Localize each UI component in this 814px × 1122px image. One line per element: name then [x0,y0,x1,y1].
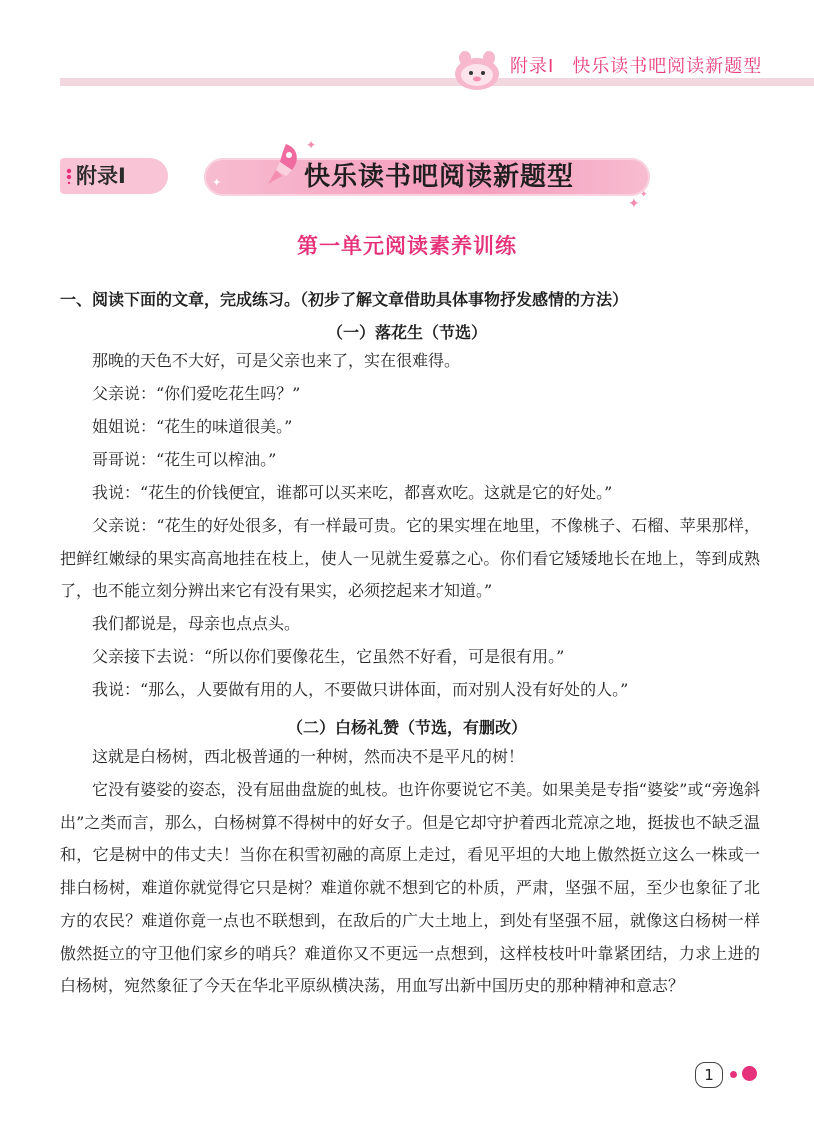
rocket-icon [258,140,304,192]
sparkle-icon: ✦ [212,176,222,189]
paragraph: 父亲说：“花生的好处很多，有一样最可贵。它的果实埋在地里，不像桃子、石榴、苹果那样，把鲜红嫩绿的果实高高地挂在枝上，使人一见就生爱慕之心。你们看它矮矮地长在地上，等到成熟了，也不能立刻分辨出来它有没有果实，必须挖起来才知道。” [60,516,760,601]
paragraph: 它没有婆娑的姿态，没有屈曲盘旋的虬枝。也许你要说它不美。如果美是专指“婆娑”或“旁逸斜出”之类而言，那么，白杨树算不得树中的好女子。但是它却守护着西北荒凉之地，挺拔也不缺乏温和，它是树中的伟丈夫！当你在积雪初融的高原上走过，看见平坦的大地上傲然挺立这么一株或一排白杨树，难道你就觉得它只是树？难道你就不想到它的朴质，严肃，坚强不屈，至少也象征了北方的农民？难道你竟一点也不联想到，在敌后的广大土地上，到处有坚强不屈，就像这白杨树一样傲然挺立的守卫他们家乡的哨兵？难道你又不更远一点想到，这样枝枝叶叶靠紧团结，力求上进的白杨树，宛然象征了今天在华北平原纵横决荡，用血写出新中国历史的那种精神和意志？ [60,780,760,996]
sparkle-icon: ✦ [628,196,640,212]
sparkle-icon: ✦ [640,190,648,200]
footer-dot-large [742,1066,757,1081]
paragraph: 这就是白杨树，西北极普通的一种树，然而决不是平凡的树！ [92,747,525,766]
paragraph: 哥哥说：“花生可以榨油。” [92,450,277,469]
paragraph: 那晚的天色不大好，可是父亲也来了，实在很难得。 [92,351,461,370]
paragraph: 父亲接下去说：“所以你们要像花生，它虽然不好看，可是很有用。” [92,647,565,666]
page-number: 1 [695,1062,723,1088]
sparkle-icon: ✦ [306,138,317,152]
header-bar [60,78,814,86]
running-header [510,52,762,78]
footer-dot-small [730,1071,737,1078]
header-appendix: 附录Ⅰ [510,56,555,77]
banner-title: 快乐读书吧阅读新题型 [304,162,575,192]
tag-dots-icon [64,168,74,184]
header-title: 快乐读书吧阅读新题型 [572,56,763,77]
paragraph: 父亲说：“你们爱吃花生吗？” [92,384,301,403]
paragraph: 我说：“花生的价钱便宜，谁都可以买来吃，都喜欢吃。这就是它的好处。” [92,483,613,502]
paragraph: 我们都说是，母亲也点点头。 [92,614,301,633]
appendix-tag-label: 附录Ⅰ [76,164,126,188]
paragraph: 姐姐说：“花生的味道很美。” [92,417,293,436]
paragraph: 我说：“那么，人要做有用的人，不要做只讲体面，而对别人没有好处的人。” [92,680,629,699]
pink-mascot-icon [450,48,504,92]
section-title: （一）落花生（节选） [326,323,487,342]
unit-title: 第一单元阅读素养训练 [297,234,517,258]
section-title: （二）白杨礼赞（节选，有删改） [286,718,527,737]
question-heading: 一、阅读下面的文章，完成练习。（初步了解文章借助具体事物抒发感情的方法） [60,290,629,309]
